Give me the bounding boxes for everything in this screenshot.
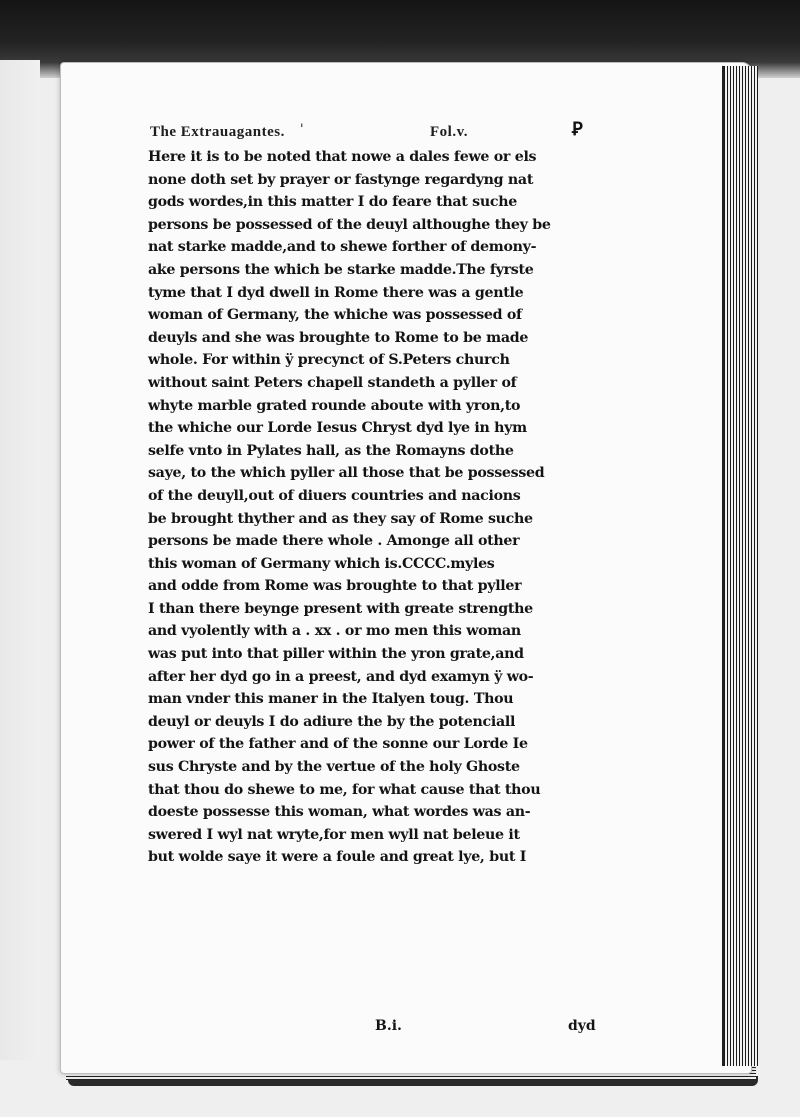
folio-number: Fol.v.: [430, 124, 469, 140]
running-mark: ': [300, 122, 305, 137]
text-line: that thou do shewe to me, for what cause that thou: [148, 781, 541, 798]
text-line: whole. For within ÿ precynct of S.Peters church: [148, 352, 510, 369]
text-line: man vnder this maner in the Italyen toug. Thou: [148, 691, 514, 708]
text-line: nat starke madde,and to shewe forther of demony-: [148, 239, 537, 256]
page-stack-right: [722, 66, 758, 1066]
text-line: persons be made there whole . Amonge all other: [148, 533, 520, 550]
text-line: and odde from Rome was broughte to that pyller: [148, 578, 522, 595]
catchword: dyd: [568, 1018, 596, 1034]
body-text: [148, 146, 608, 869]
text-line: persons be possessed of the deuyl althoughe they be: [148, 216, 551, 233]
text-line: power of the father and of the sonne our Lorde Ie: [148, 736, 528, 753]
text-line: ake persons the which be starke madde.The fyrste: [148, 261, 534, 278]
text-line: Here it is to be noted that nowe a dales fewe or els: [148, 149, 537, 165]
text-line: sus Chryste and by the vertue of the holy Ghoste: [148, 759, 520, 776]
scan-background-left: [0, 60, 40, 1060]
text-line: the whiche our Lorde Iesus Chryst dyd lye in hym: [148, 420, 527, 437]
signature-mark: B.i.: [375, 1018, 402, 1034]
text-line: of the deuyll,out of diuers countries and nacions: [148, 487, 521, 504]
text-line: deuyl or deuyls I do adiure the by the potenciall: [148, 713, 516, 730]
text-line: without saint Peters chapell standeth a pyller of: [148, 374, 517, 391]
header-glyph: Ꝑ: [572, 119, 583, 140]
text-line: but wolde saye it were a foule and great lye, but I: [148, 849, 527, 866]
text-line: saye, to the which pyller all those that be possessed: [148, 465, 545, 482]
text-line: I than there beynge present with greate strengthe: [148, 600, 533, 617]
text-line: swered I wyl nat wryte,for men wyll nat beleue it: [148, 826, 520, 843]
text-line: tyme that I dyd dwell in Rome there was a gentle: [148, 284, 524, 301]
text-line: woman of Germany, the whiche was possessed of: [148, 307, 522, 324]
text-line: gods wordes,in this matter I do feare that suche: [148, 194, 517, 211]
text-line: doeste possesse this woman, what wordes was an-: [148, 804, 531, 821]
text-line: this woman of Germany which is.CCCC.myles: [148, 555, 495, 572]
text-line: was put into that piller within the yron grate,and: [148, 646, 524, 663]
text-line: whyte marble grated rounde aboute with yron,to: [148, 397, 521, 414]
running-title: The Extrauagantes.: [150, 124, 285, 140]
text-line: be brought thyther and as they say of Rome suche: [148, 510, 533, 527]
text-line: none doth set by prayer or fastynge regardyng nat: [148, 171, 534, 188]
text-line: selfe vnto in Pylates hall, as the Romayns dothe: [148, 442, 514, 459]
text-line: and vyolently with a . xx . or mo men this woman: [148, 623, 521, 640]
text-line: after her dyd go in a preest, and dyd examyn ÿ wo-: [148, 668, 534, 685]
text-line: deuyls and she was broughte to Rome to be made: [148, 329, 529, 346]
